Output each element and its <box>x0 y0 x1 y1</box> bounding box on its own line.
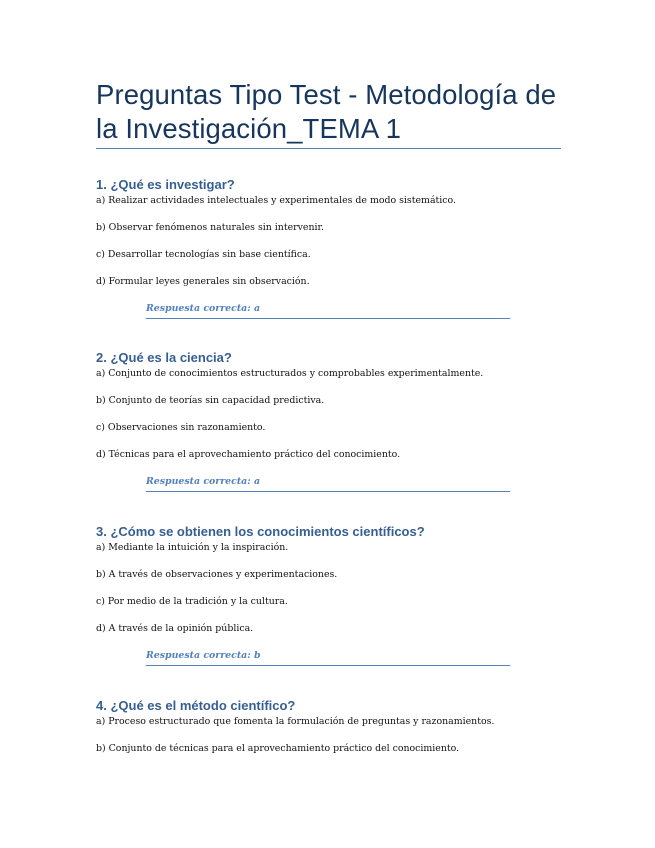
option-b: b) Conjunto de teorías sin capacidad predictiva. <box>96 395 325 406</box>
option-a: a) Realizar actividades intelectuales y experimentales de modo sistemático. <box>96 195 457 206</box>
option-d: d) A través de la opinión pública. <box>96 623 254 634</box>
question-4 <box>96 697 561 769</box>
option-d: d) Formular leyes generales sin observación. <box>96 276 310 287</box>
question-heading: 4. ¿Qué es el método científico? <box>96 698 296 713</box>
question-heading: 1. ¿Qué es investigar? <box>96 177 235 192</box>
correct-answer: Respuesta correcta: a <box>146 475 510 492</box>
question-1 <box>96 176 561 319</box>
option-c: c) Desarrollar tecnologías sin base científica. <box>96 249 311 260</box>
option-d: d) Técnicas para el aprovechamiento práctico del conocimiento. <box>96 449 401 460</box>
option-c: c) Por medio de la tradición y la cultura. <box>96 596 288 607</box>
option-a: a) Mediante la intuición y la inspiración. <box>96 542 289 553</box>
option-b: b) Observar fenómenos naturales sin intervenir. <box>96 222 324 233</box>
question-2 <box>96 349 561 492</box>
question-heading: 3. ¿Cómo se obtienen los conocimientos científicos? <box>96 524 425 539</box>
question-heading: 2. ¿Qué es la ciencia? <box>96 350 232 365</box>
option-a: a) Conjunto de conocimientos estructurados y comprobables experimentalmente. <box>96 368 484 379</box>
correct-answer: Respuesta correcta: a <box>146 302 510 319</box>
option-a: a) Proceso estructurado que fomenta la formulación de preguntas y razonamientos. <box>96 716 495 727</box>
option-b: b) A través de observaciones y experimentaciones. <box>96 569 338 580</box>
document-title: Preguntas Tipo Test - Metodología de la Investigación_TEMA 1 <box>96 79 557 144</box>
correct-answer: Respuesta correcta: b <box>146 649 510 666</box>
title-underline <box>96 148 561 149</box>
question-3 <box>96 523 561 666</box>
option-b: b) Conjunto de técnicas para el aprovechamiento práctico del conocimiento. <box>96 743 460 754</box>
option-c: c) Observaciones sin razonamiento. <box>96 422 266 433</box>
